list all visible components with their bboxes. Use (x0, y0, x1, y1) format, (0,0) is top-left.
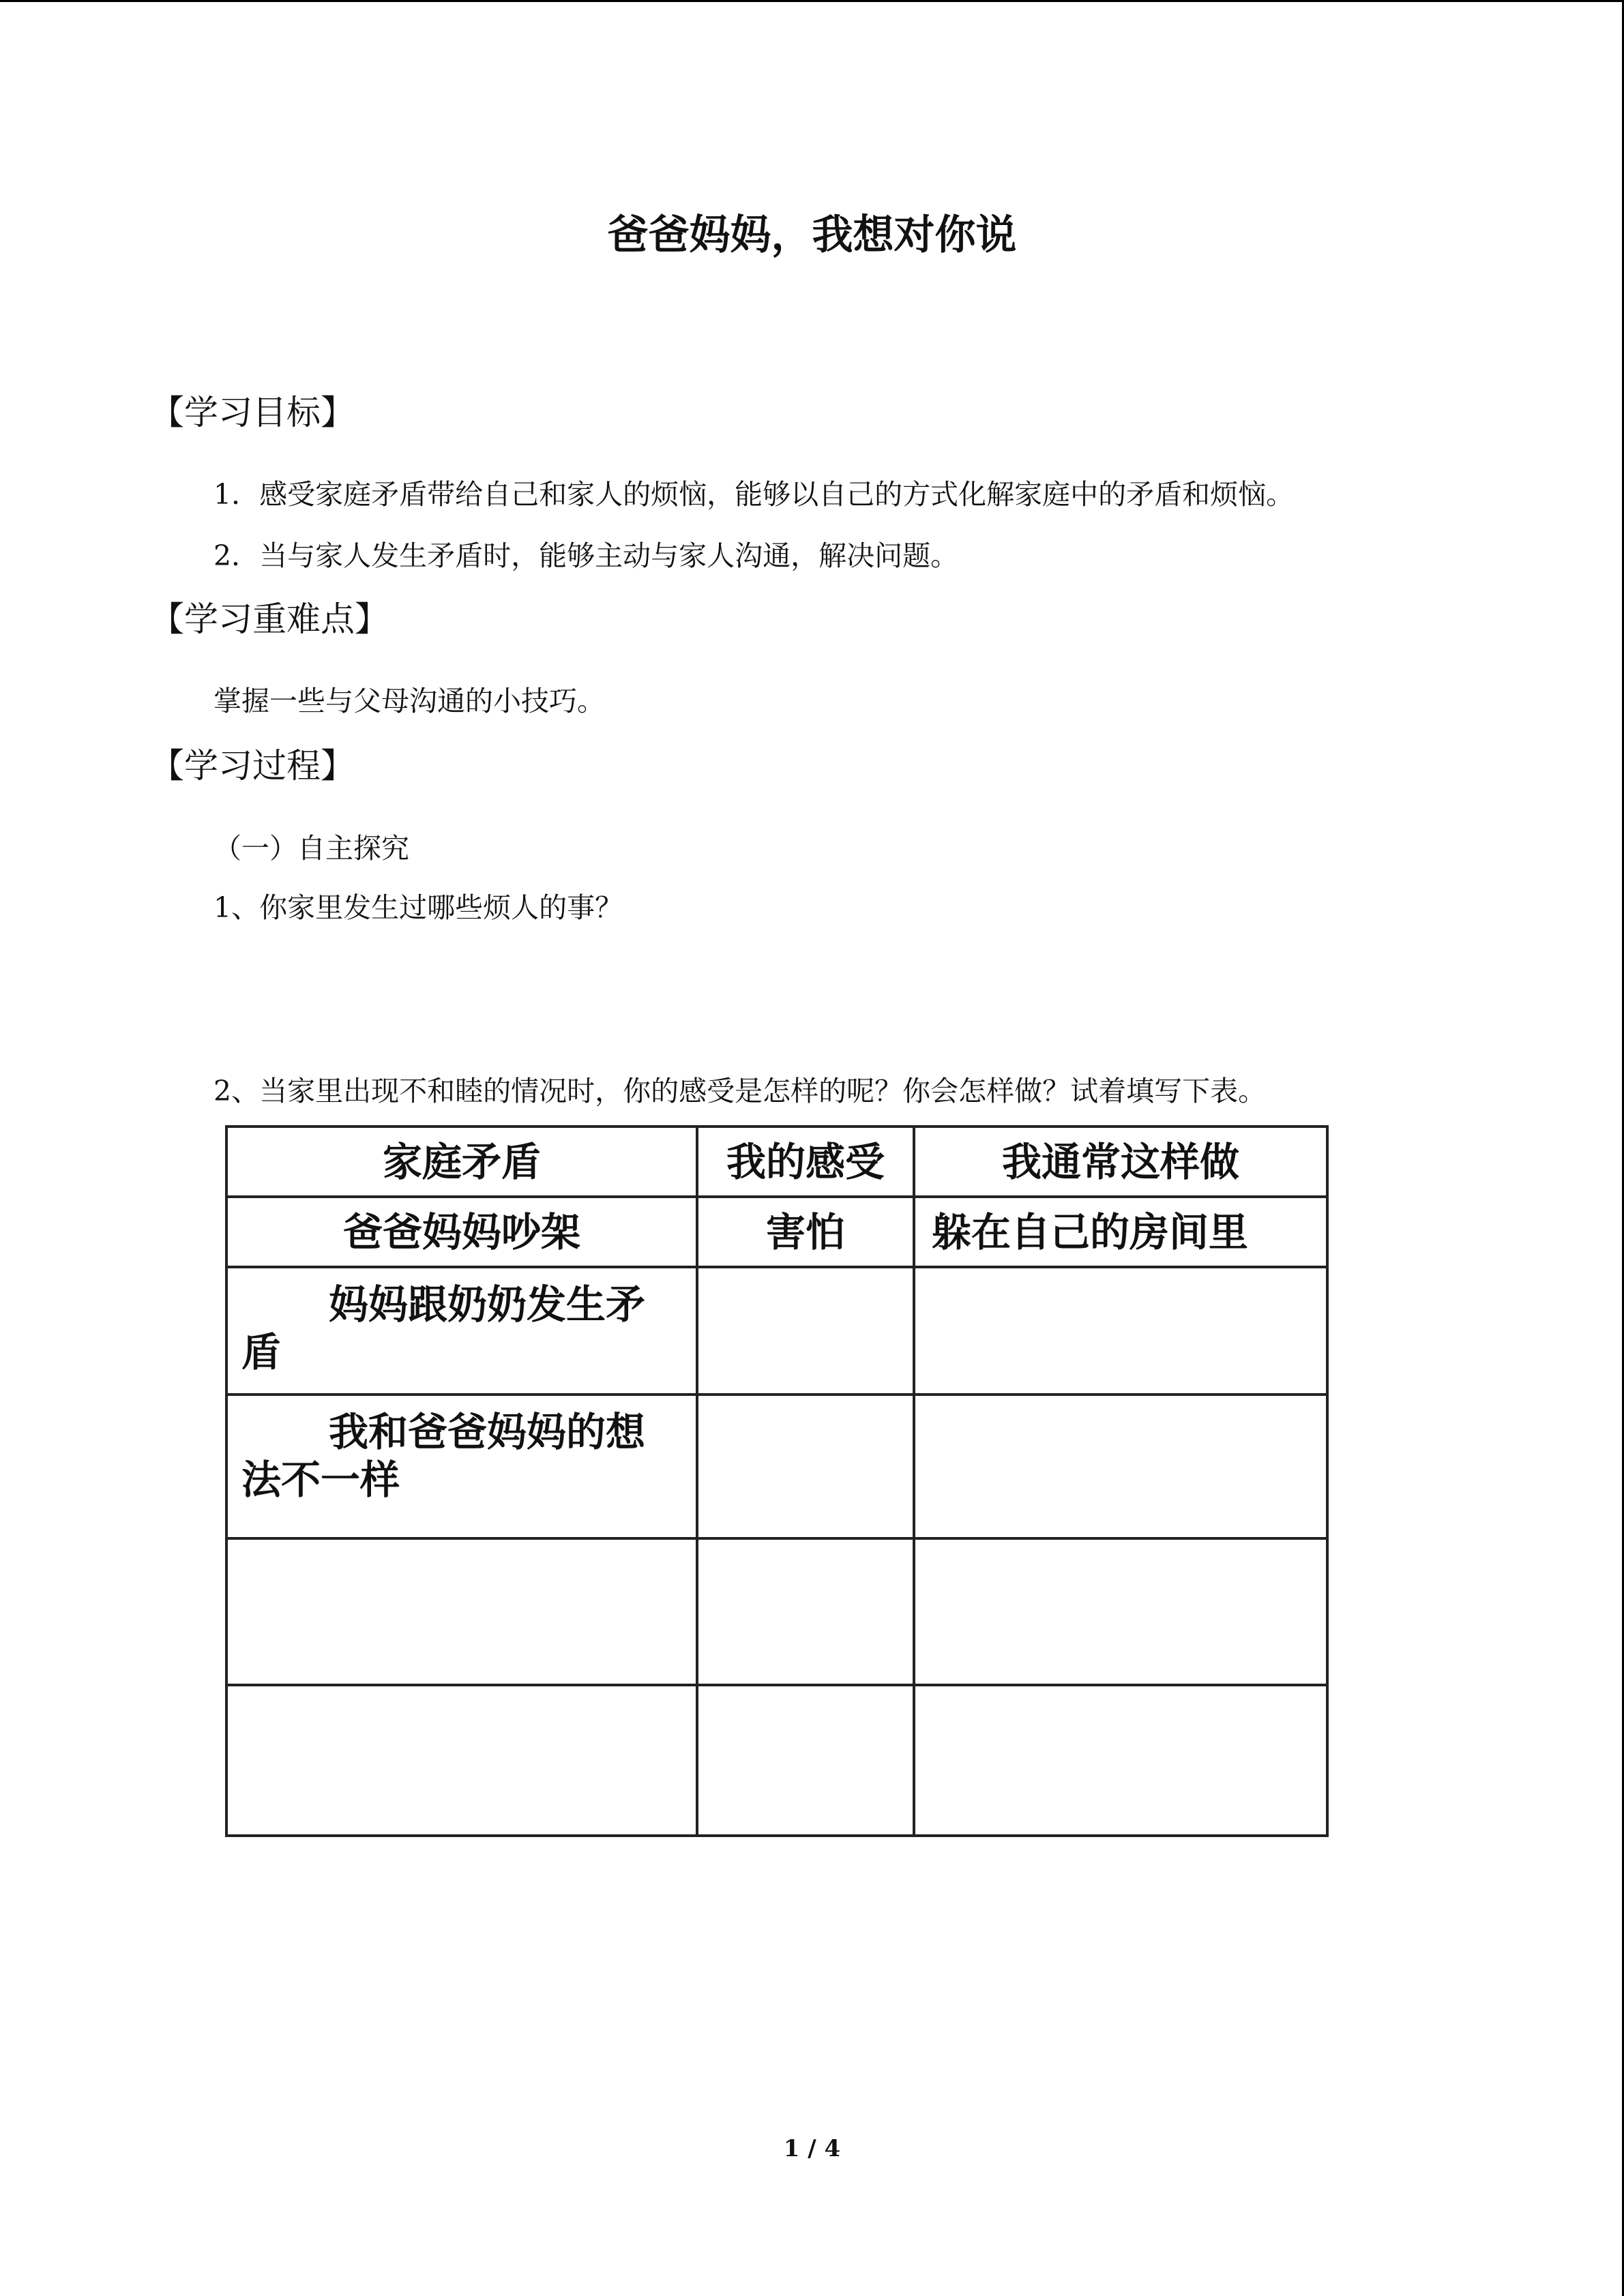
table-cell: 爸爸妈妈吵架 (226, 1197, 697, 1267)
page-number: 1 / 4 (783, 2135, 841, 2162)
table-header-row (226, 1127, 1327, 1197)
header-cell-conflict: 家庭矛盾 (226, 1127, 697, 1197)
process-heading: 【学习过程】 (150, 746, 355, 786)
objectives-heading: 【学习目标】 (150, 393, 355, 432)
key-points-text: 掌握一些与父母沟通的小技巧。 (213, 685, 605, 717)
table-row (226, 1197, 1327, 1267)
table-cell[interactable] (697, 1267, 914, 1395)
document-title: 爸爸妈妈，我想对你说 (607, 211, 1017, 259)
table-cell[interactable] (226, 1538, 697, 1685)
table-cell[interactable] (226, 1685, 697, 1836)
family-conflict-table (225, 1125, 1329, 1837)
key-points-heading: 【学习重难点】 (150, 599, 389, 639)
header-cell-feeling: 我的感受 (697, 1127, 914, 1197)
table-cell[interactable] (914, 1395, 1327, 1538)
table-row (226, 1538, 1327, 1685)
table-cell[interactable] (914, 1267, 1327, 1395)
table-cell[interactable] (914, 1685, 1327, 1836)
page-border-top (0, 0, 1624, 2)
table-cell[interactable] (697, 1395, 914, 1538)
process-subheading: （一）自主探究 (213, 832, 409, 865)
table-cell: 害怕 (697, 1197, 914, 1267)
question-2: 2、当家里出现不和睦的情况时，你的感受是怎样的呢？你会怎样做？试着填写下表。 (213, 1075, 1267, 1107)
objective-item-1: 1．感受家庭矛盾带给自己和家人的烦恼，能够以自己的方式化解家庭中的矛盾和烦恼。 (213, 478, 1295, 511)
table-row (226, 1267, 1327, 1395)
table-cell: 躲在自己的房间里 (914, 1197, 1327, 1267)
table-cell[interactable] (697, 1685, 914, 1836)
table-cell[interactable] (914, 1538, 1327, 1685)
table-row (226, 1395, 1327, 1538)
question-1: 1、你家里发生过哪些烦人的事？ (213, 891, 623, 924)
table-cell[interactable] (697, 1538, 914, 1685)
table-cell: 我和爸爸妈妈的想法不一样 (226, 1395, 697, 1538)
objective-item-2: 2．当与家人发生矛盾时，能够主动与家人沟通，解决问题。 (213, 539, 959, 572)
table-cell: 妈妈跟奶奶发生矛盾 (226, 1267, 697, 1395)
header-cell-action: 我通常这样做 (914, 1127, 1327, 1197)
table-row (226, 1685, 1327, 1836)
